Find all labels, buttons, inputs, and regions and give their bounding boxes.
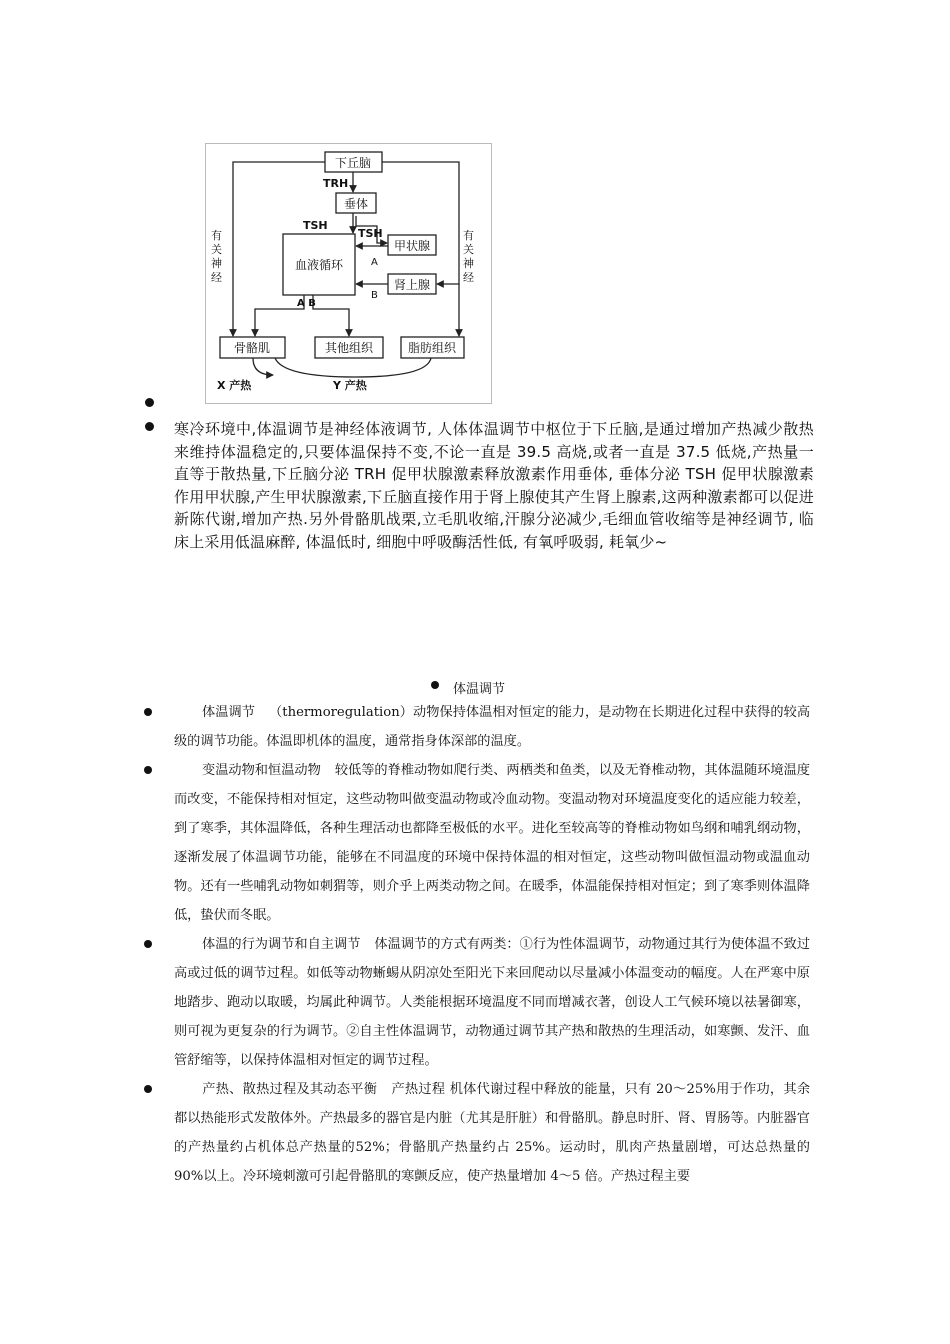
nerve-left-2: 关 bbox=[211, 243, 222, 256]
section-4-title: 产热、散热过程及其动态平衡 bbox=[202, 1082, 378, 1097]
bullet-empty bbox=[145, 398, 154, 407]
blood-circulation-label: 血液循环 bbox=[294, 258, 344, 272]
ab-label: A B bbox=[297, 298, 316, 309]
nerve-left-3: 神 bbox=[211, 257, 222, 270]
section-2-title: 变温动物和恒温动物 bbox=[202, 763, 321, 778]
a-label-right: A bbox=[371, 257, 378, 268]
section-3-title: 体温的行为调节和自主调节 bbox=[202, 937, 361, 952]
section-4 bbox=[174, 1075, 810, 1191]
fat-tissue-label: 脂肪组织 bbox=[407, 341, 457, 355]
hypothalamus-label: 下丘脑 bbox=[334, 156, 372, 170]
nerve-right-1: 有 bbox=[463, 229, 474, 242]
bullet-section-1 bbox=[144, 708, 152, 716]
section-3-body: 体温调节的方式有两类：①行为性体温调节，动物通过其行为使体温不致过高或过低的调节过程。如低等动物蜥蜴从阴凉处至阳光下来回爬动以尽量减小体温变动的幅度。人在严寒中原地踏步、跑动以取暖，均属此种调节。人类能根据环境温度不同而增减衣著，创设人工气候环境以祛暑御寒，则可视为更复杂的行为调节。②自主性体温调节，动物通过调节其产热和散热的生理活动，如寒颤、发汗、血管舒缩等，以保持体温相对恒定的调节过程。 bbox=[174, 937, 811, 1068]
section-1-title: 体温调节 bbox=[202, 705, 255, 720]
bullet-answer bbox=[145, 422, 154, 431]
section-2-body: 较低等的脊椎动物如爬行类、两栖类和鱼类，以及无脊椎动物，其体温随环境温度而改变，不能保持相对恒定，这些动物叫做变温动物或冷血动物。变温动物对环境温度变化的适应能力较差，到了寒季，其体温降低，各种生理活动也都降至极低的水平。进化至较高等的脊椎动物如鸟纲和哺乳纲动物，逐渐发展了体温调节功能，能够在不同温度的环境中保持体温的相对恒定，这些动物叫做恒温动物或温血动物。还有一些哺乳动物如刺猬等，则介乎上两类动物之间。在暖季，体温能保持相对恒定；到了寒季则体温降低，蛰伏而冬眠。 bbox=[174, 763, 810, 923]
x-heat-label: X 产热 bbox=[217, 379, 252, 392]
section-1 bbox=[174, 698, 810, 756]
bullet-heading bbox=[431, 681, 439, 689]
section-4-body: 产热过程 机体代谢过程中释放的能量，只有 20～25%用于作功，其余都以热能形式发散体外。产热最多的器官是内脏（尤其是肝脏）和骨骼肌。静息时肝、肾、胃肠等。内脏器官的产热量约占机体总产热量的52%；骨骼肌产热量约占 25%。运动时，肌肉产热量剧增，可达总热量的 90%以上。冷环境刺激可引起骨骼肌的寒颤反应，使产热量增加 4～5 倍。产热过程主要 bbox=[174, 1082, 811, 1184]
tsh-right-label: TSH bbox=[358, 227, 383, 240]
other-tissue-label: 其他组织 bbox=[324, 341, 374, 355]
thyroid-label: 甲状腺 bbox=[393, 239, 431, 253]
nerve-right-4: 经 bbox=[463, 271, 474, 284]
bullet-section-2 bbox=[144, 766, 152, 774]
b-label-right: B bbox=[371, 290, 378, 301]
section-heading: 体温调节 bbox=[453, 682, 506, 697]
answer-paragraph: 寒冷环境中,体温调节是神经体液调节, 人体体温调节中枢位于下丘脑,是通过增加产热减少散热来维持体温稳定的,只要体温保持不变,不论一直是 39.5 高烧,或者一直是 37.5 低烧,产热量一直等于散热量,下丘脑分泌 TRH 促甲状腺激素释放激素作用垂体, 垂体分泌 TSH 促甲状腺激素作用甲状腺,产生甲状腺激素,下丘脑直接作用于肾上腺使其产生肾上腺素,这两种激素都可以促进新陈代谢,增加产热.另外骨骼肌战栗,立毛肌收缩,汗腺分泌减少,毛细血管收缩等是神经调节, 临床上采用低温麻醉, 体温低时, 细胞中呼吸酶活性低, 有氧呼吸弱, 耗氧少~ bbox=[174, 420, 814, 551]
section-3 bbox=[174, 930, 810, 1075]
nerve-left-4: 经 bbox=[211, 271, 222, 284]
trh-label: TRH bbox=[323, 177, 349, 190]
nerve-left-1: 有 bbox=[211, 229, 222, 242]
section-2 bbox=[174, 756, 810, 930]
bullet-section-3 bbox=[144, 940, 152, 948]
skeletal-muscle-label: 骨骼肌 bbox=[233, 341, 271, 355]
nerve-right-3: 神 bbox=[463, 257, 474, 270]
section-1-body: （thermoregulation）动物保持体温相对恒定的能力，是动物在长期进化过程中获得的较高级的调节功能。体温即机体的温度，通常指身体深部的温度。 bbox=[174, 705, 811, 749]
y-heat-label: Y 产热 bbox=[333, 379, 367, 392]
pituitary-label: 垂体 bbox=[343, 197, 369, 211]
bullet-section-4 bbox=[144, 1085, 152, 1093]
tsh-left-label: TSH bbox=[303, 219, 328, 232]
thermoregulation-diagram bbox=[205, 143, 492, 404]
nerve-right-2: 关 bbox=[463, 243, 474, 256]
adrenal-label: 肾上腺 bbox=[393, 278, 431, 292]
